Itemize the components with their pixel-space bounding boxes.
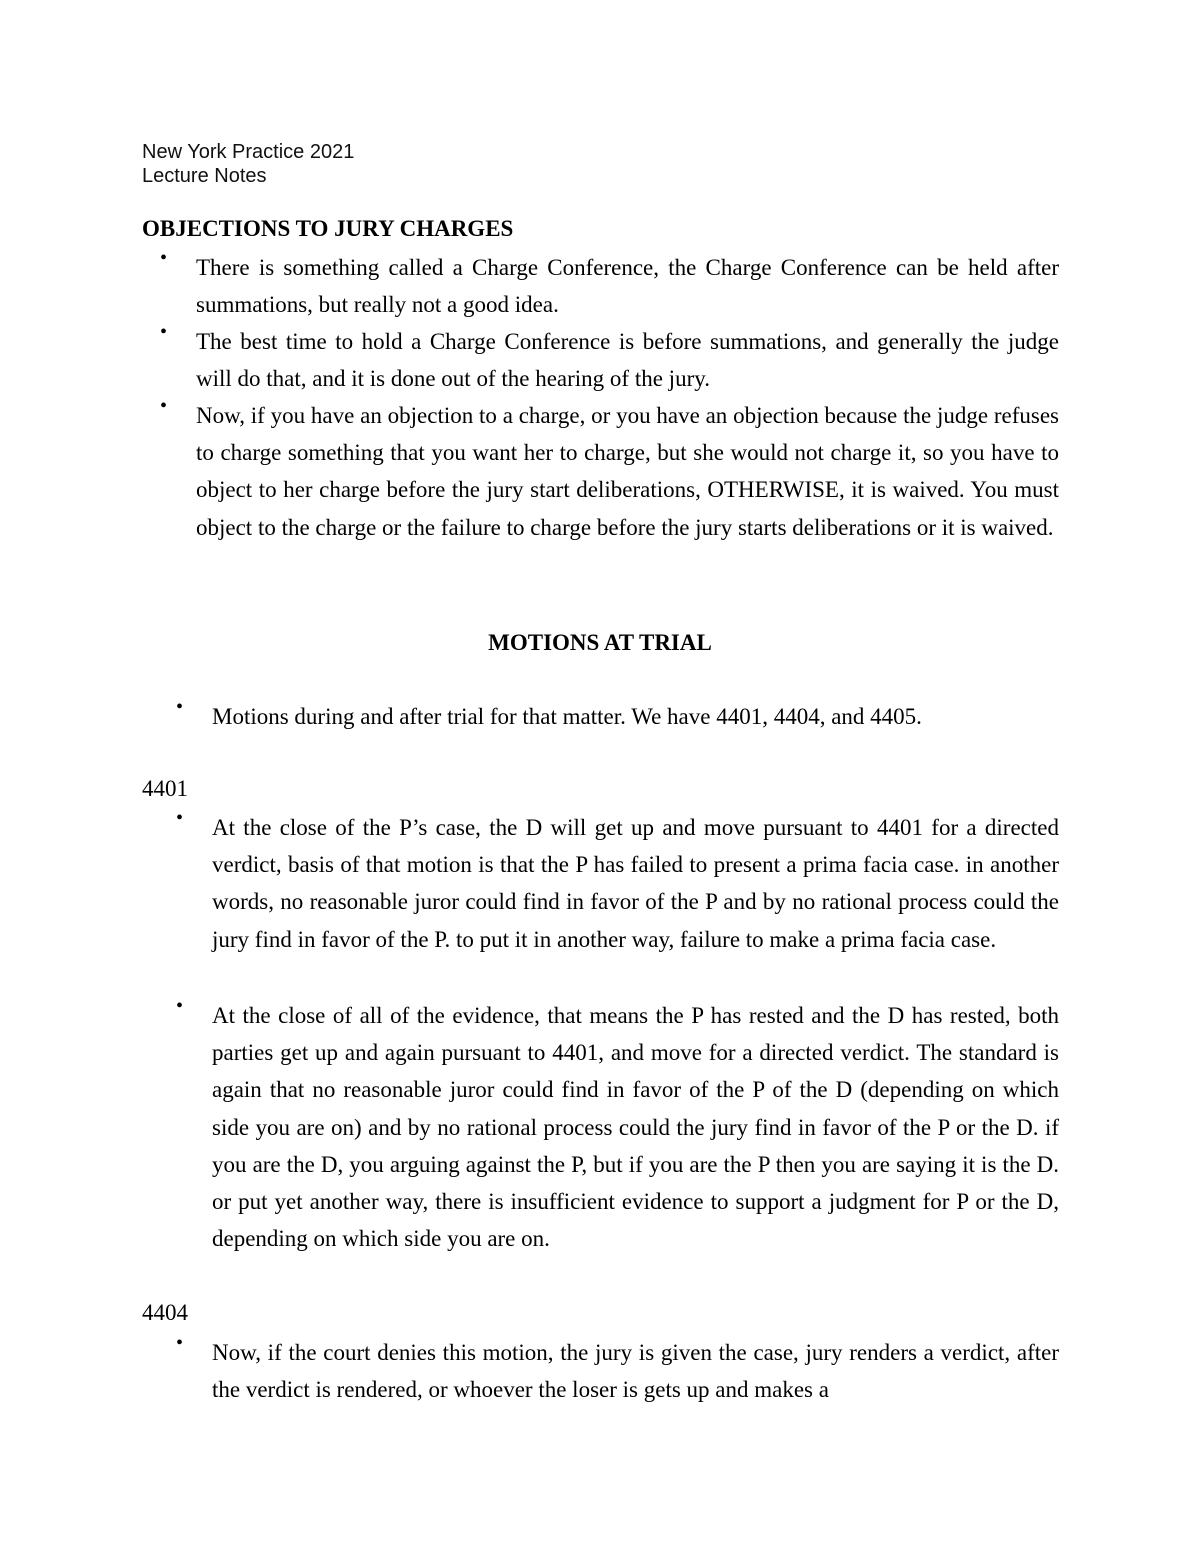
bullet-icon: • [160, 247, 168, 269]
rule-number-4401: 4401 [142, 776, 188, 801]
bullet-icon: • [176, 696, 184, 718]
list-item-text: Now, if you have an objection to a charge, or you have an objection because the judge refuses to charge something that you want her to charge, but she would not charge it, so you have to object to her charge before the jury start deliberations, OTHERWISE, it is waived. You must object to the charge or the failure to charge before the jury starts deliberations or it is waived. [196, 403, 1059, 540]
list-item [176, 807, 1059, 958]
bullet-icon: • [176, 807, 184, 829]
list-item-text: Now, if the court denies this motion, the jury is given the case, jury renders a verdict, after the verdict is rendered, or whoever the loser is gets up and makes a [212, 1340, 1059, 1403]
list-item [176, 696, 1059, 735]
list-item-text: At the close of the P’s case, the D will get up and move pursuant to 4401 for a directed verdict, basis of that motion is that the P has failed to present a prima facia case. in another words, no reasonable juror could find in favor of the P and by no rational process could the jury find in favor of the P. to put it in another way, failure to make a prima facia case. [212, 815, 1059, 952]
list-item [160, 321, 1059, 397]
list-item [176, 1332, 1059, 1408]
section-heading-motions: MOTIONS AT TRIAL [488, 630, 712, 655]
document-header [142, 140, 354, 188]
list-item-text: The best time to hold a Charge Conference is before summations, and generally the judge will do that, and it is done out of the hearing of the jury. [196, 329, 1059, 392]
bullet-icon: • [160, 395, 168, 417]
list-item [160, 395, 1059, 546]
list-item [176, 995, 1059, 1257]
rule-number-4404: 4404 [142, 1300, 188, 1325]
section-heading-objections: OBJECTIONS TO JURY CHARGES [142, 216, 514, 241]
list-item-text: Motions during and after trial for that matter. We have 4401, 4404, and 4405. [212, 704, 922, 729]
list-item-text: At the close of all of the evidence, that means the P has rested and the D has rested, both parties get up and again pursuant to 4401, and move for a directed verdict. The standard is again that no reasonable juror could find in favor of the P of the D (depending on which side you are on) and by no rational process could the jury find in favor of the P or the D. if you are the D, you arguing against the P, but if you are the P then you are saying it is the D. or put yet another way, there is insufficient evidence to support a judgment for P or the D, depending on which side you are on. [212, 1003, 1059, 1252]
bullet-icon: • [176, 995, 184, 1017]
header-course-title: New York Practice 2021 [142, 141, 355, 163]
list-item [160, 247, 1059, 323]
bullet-icon: • [176, 1332, 184, 1354]
list-item-text: There is something called a Charge Conference, the Charge Conference can be held after summations, but really not a good idea. [196, 255, 1059, 318]
bullet-icon: • [160, 321, 168, 343]
header-subtitle: Lecture Notes [142, 165, 267, 187]
